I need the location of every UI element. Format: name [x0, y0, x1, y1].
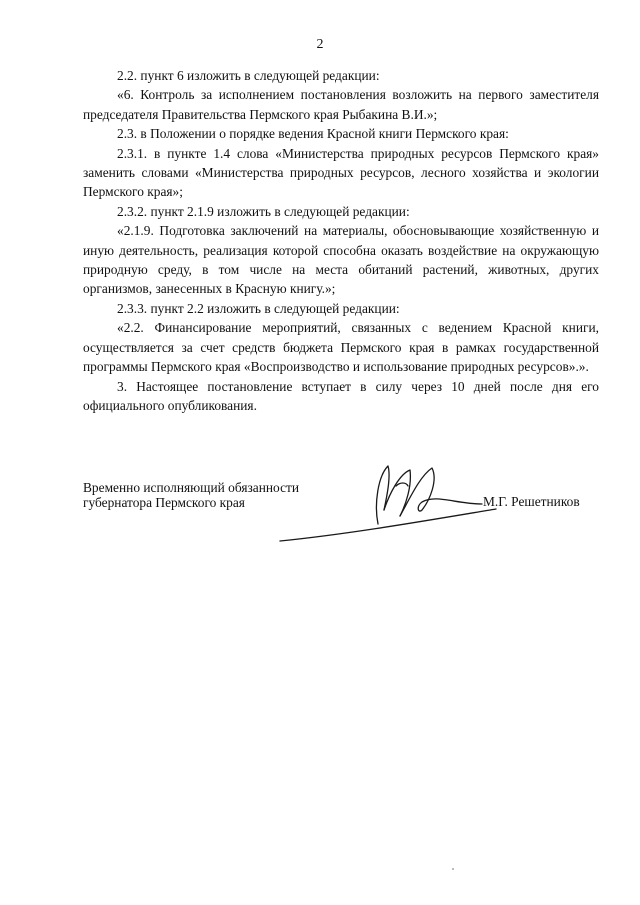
scan-speck: [452, 868, 454, 870]
document-body: [83, 66, 599, 415]
paragraph-2-3: 2.3. в Положении о порядке ведения Красной книги Пермского края:: [117, 126, 509, 142]
paragraph-2-3-3: 2.3.3. пункт 2.2 изложить в следующей редакции:: [117, 300, 400, 316]
signatory-name: М.Г. Решетников: [483, 494, 580, 509]
paragraph-2-3-2: 2.3.2. пункт 2.1.9 изложить в следующей редакции:: [117, 203, 410, 219]
paragraph-2-3-3-text: «2.2. Финансирование мероприятий, связанных с ведением Красной книги, осуществляется за счет средств бюджета Пермского края в рамках государственной программы Пермского края «Воспроизводство и использование природных ресурсов».».: [83, 320, 599, 375]
paragraph-2-2-text: «6. Контроль за исполнением постановления возложить на первого заместителя председателя Правительства Пермского края Рыбакина В.И.»;: [83, 87, 599, 122]
paragraph-3: 3. Настоящее постановление вступает в силу через 10 дней после дня его официального опубликования.: [83, 378, 599, 413]
handwritten-signature: [260, 446, 500, 546]
paragraph-2-3-2-text: «2.1.9. Подготовка заключений на материалы, обосновывающие хозяйственную и иную деятельность, реализация которой способна оказать воздействие на окружающую природную среду, в том числе на места обитаний растений, животных, других организмов, занесенных в Красную книгу.»;: [83, 223, 599, 297]
signatory-position-line1: Временно исполняющий обязанности: [83, 480, 300, 495]
signatory-position-line2: губернатора Пермского края: [83, 495, 245, 510]
paragraph-2-3-1: 2.3.1. в пункте 1.4 слова «Министерства природных ресурсов Пермского края» заменить словами «Министерства природных ресурсов, лесного хозяйства и экологии Пермского края»;: [83, 145, 599, 200]
paragraph-2-2: 2.2. пункт 6 изложить в следующей редакции:: [117, 68, 380, 83]
page-number: 2: [316, 37, 324, 52]
